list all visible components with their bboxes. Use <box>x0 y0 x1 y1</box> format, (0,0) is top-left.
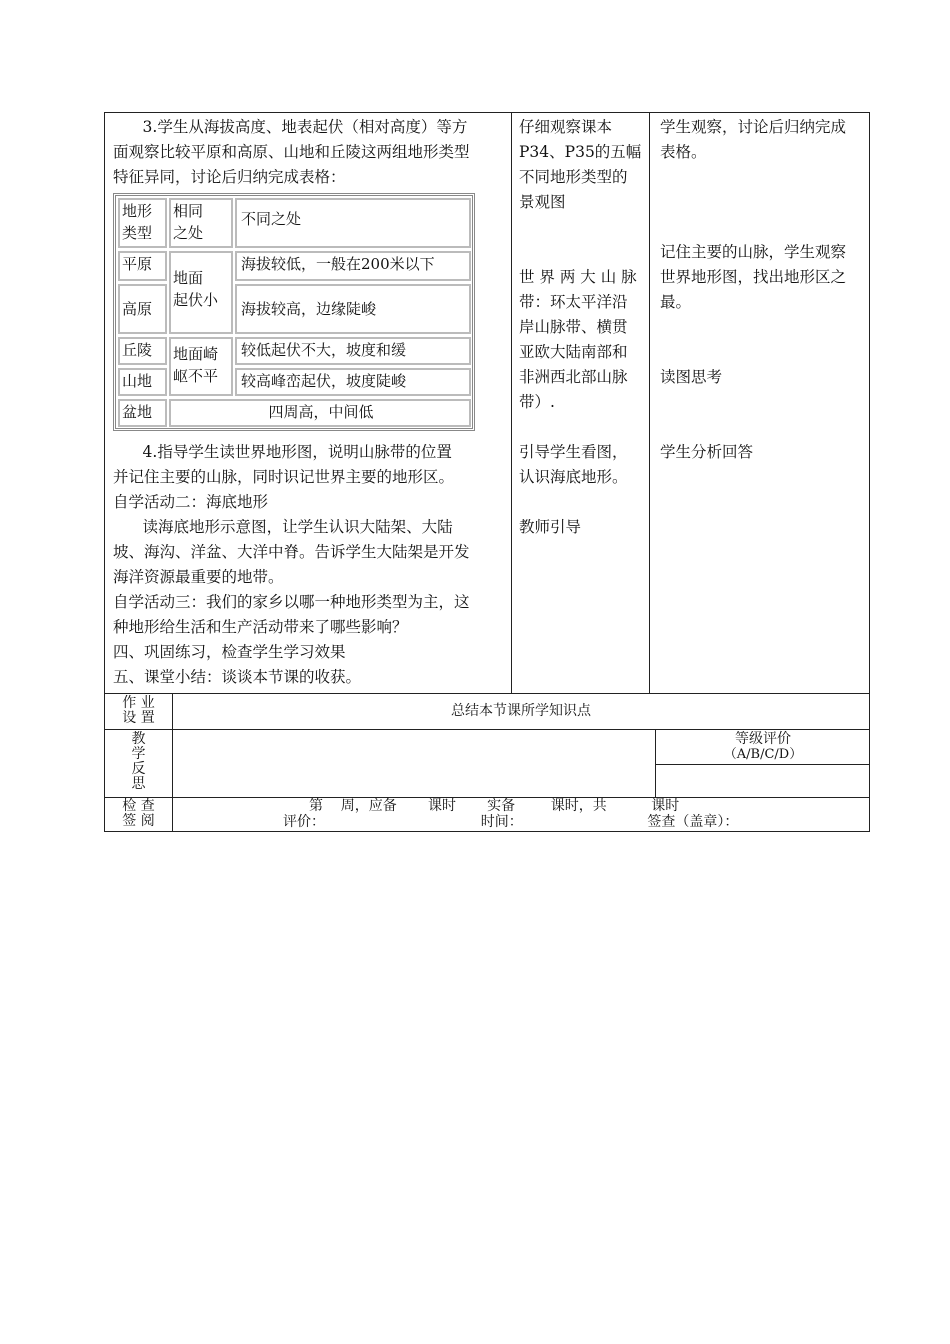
difference-cell: 海拔较高，边缘陡峻 <box>235 284 471 334</box>
text-line: 自学活动三：我们的家乡以哪一种地形类型为主，这 <box>113 593 470 611</box>
landform-type-cell: 丘陵 <box>118 337 167 365</box>
text-line: 世界地形图，找出地形区之 <box>660 268 847 286</box>
text-line: 种地形给生活和生产活动带来了哪些影响？ <box>113 618 408 636</box>
text-line: 读海底地形示意图，让学生认识大陆架、大陆 <box>113 518 453 536</box>
student-activity-column <box>650 113 869 693</box>
text-line: 并记住主要的山脉，同时识记世界主要的地形区。 <box>113 468 455 486</box>
text-line: 记住主要的山脉，学生观察 <box>660 243 847 261</box>
homework-row <box>104 694 870 730</box>
text-line: 五、课堂小结：谈谈本节课的收获。 <box>113 668 362 686</box>
text-line: 特征异同，讨论后归纳完成表格： <box>113 168 346 186</box>
text-line: 世 界 两 大 山 脉 <box>519 268 637 286</box>
similarity-cell: 地面崎 岖不平 <box>169 337 233 396</box>
landform-type-cell: 高原 <box>118 284 167 334</box>
check-line-2: 评价： 时间： 签查（盖章）： <box>283 814 739 830</box>
header-differences: 不同之处 <box>235 198 471 248</box>
text-line: P34、P35的五幅 <box>519 143 642 161</box>
text-line: 学生分析回答 <box>660 443 754 461</box>
text-line: 学生观察，讨论后归纳完成 <box>660 118 847 136</box>
homework-content: 总结本节课所学知识点 <box>451 703 591 719</box>
header-similarities: 相同 之处 <box>169 198 233 248</box>
text-line: 表格。 <box>660 143 707 161</box>
text-line: 引导学生看图， <box>519 443 628 461</box>
text-line: 景观图 <box>519 193 566 211</box>
text-line: 带：环太平洋沿 <box>519 293 628 311</box>
text-line: 自学活动二：海底地形 <box>113 493 269 511</box>
text-line: 带）. <box>519 393 555 411</box>
text-line: 岸山脉带、横贯 <box>519 318 628 336</box>
text-line: 坡、海沟、洋盆、大洋中脊。告诉学生大陆架是开发 <box>113 543 470 561</box>
teaching-process-column <box>105 113 512 693</box>
difference-cell: 四周高，中间低 <box>169 399 471 427</box>
landform-type-cell: 盆地 <box>118 399 167 427</box>
difference-cell: 海拔较低，一般在200米以下 <box>235 251 471 281</box>
landform-comparison-table <box>113 193 475 431</box>
text-line: 最。 <box>660 293 692 311</box>
difference-cell: 较高峰峦起伏，坡度陡峻 <box>235 368 471 396</box>
difference-cell: 较低起伏不大，坡度和缓 <box>235 337 471 365</box>
text-line: 面观察比较平原和高原、山地和丘陵这两组地形类型 <box>113 143 470 161</box>
text-line: 认识海底地形。 <box>519 468 628 486</box>
text-line: 非洲西北部山脉 <box>519 368 628 386</box>
text-line: 仔细观察课本 <box>519 118 613 136</box>
reflection-label: 教 学 反 思 <box>105 730 173 797</box>
text-line: 亚欧大陆南部和 <box>519 343 628 361</box>
grade-box <box>655 730 870 797</box>
similarity-cell: 地面 起伏小 <box>169 251 233 334</box>
check-row <box>104 798 870 832</box>
landform-type-cell: 平原 <box>118 251 167 281</box>
grade-header: 等级评价 （A/B/C/D） <box>656 730 870 765</box>
teacher-activity-column <box>511 113 650 693</box>
header-landform-type: 地形 类型 <box>118 198 167 248</box>
text-line: 读图思考 <box>660 368 723 386</box>
text-line: 不同地形类型的 <box>519 168 628 186</box>
lesson-main-section <box>104 112 870 694</box>
text-line: 海洋资源最重要的地带。 <box>113 568 284 586</box>
reflection-row <box>104 730 870 798</box>
check-label: 检 查 签 阅 <box>105 798 173 831</box>
text-line: 四、巩固练习，检查学生学习效果 <box>113 643 346 661</box>
check-line-1: 第 周，应备 课时 实备 课时，共 课时 <box>309 798 680 814</box>
landform-type-cell: 山地 <box>118 368 167 396</box>
text-line: 教师引导 <box>519 518 582 536</box>
text-line: 3.学生从海拔高度、地表起伏（相对高度）等方 <box>113 118 468 136</box>
homework-label: 作 业 设 置 <box>105 694 173 729</box>
text-line: 4.指导学生读世界地形图，说明山脉带的位置 <box>113 443 452 461</box>
